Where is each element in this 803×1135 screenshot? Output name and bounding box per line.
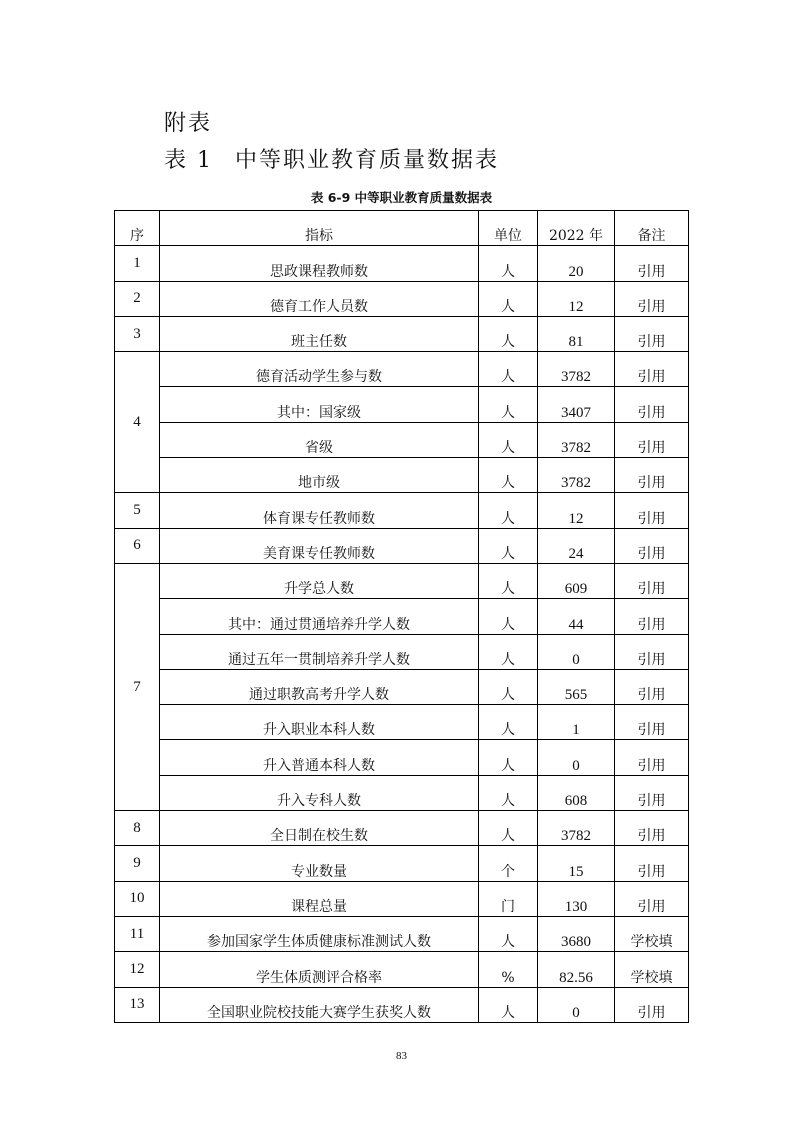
row-note: 引用 (615, 246, 689, 281)
table-row (115, 846, 689, 881)
row-unit: 人 (479, 599, 538, 634)
row-unit: 人 (479, 634, 538, 669)
row-seq: 3 (115, 316, 160, 351)
table-row (115, 563, 689, 598)
table-row (115, 952, 689, 987)
row-value: 3407 (538, 387, 615, 422)
row-indicator: 参加国家学生体质健康标准测试人数 (160, 916, 479, 951)
row-unit: 人 (479, 352, 538, 387)
row-note: 引用 (615, 458, 689, 493)
row-seq: 1 (115, 246, 160, 281)
row-unit: 人 (479, 740, 538, 775)
row-note: 引用 (615, 740, 689, 775)
row-indicator: 其中：通过贯通培养升学人数 (160, 599, 479, 634)
row-note: 引用 (615, 987, 689, 1022)
row-value: 3782 (538, 422, 615, 457)
row-value: 0 (538, 987, 615, 1022)
row-unit: 人 (479, 316, 538, 351)
row-seq: 9 (115, 846, 160, 881)
table-title-text: 中等职业教育质量数据表 (235, 148, 500, 173)
table-row (115, 493, 689, 528)
row-indicator: 升入专科人数 (160, 775, 479, 810)
row-value: 3680 (538, 916, 615, 951)
row-indicator: 升学总人数 (160, 563, 479, 598)
row-value: 609 (538, 563, 615, 598)
table-row (115, 281, 689, 316)
row-indicator: 体育课专任教师数 (160, 493, 479, 528)
table-row (115, 881, 689, 916)
row-value: 1 (538, 705, 615, 740)
row-seq: 5 (115, 493, 160, 528)
table-row (115, 987, 689, 1022)
table-row (115, 669, 689, 704)
header-year: 2022 年 (538, 211, 615, 246)
row-indicator: 思政课程教师数 (160, 246, 479, 281)
row-value: 565 (538, 669, 615, 704)
table-row (115, 458, 689, 493)
quality-data-table (114, 210, 689, 1023)
row-unit: 人 (479, 669, 538, 704)
row-unit: 人 (479, 246, 538, 281)
table-number: 表 1 (164, 148, 213, 173)
header-seq: 序 (115, 211, 160, 246)
row-indicator: 升入职业本科人数 (160, 705, 479, 740)
row-value: 12 (538, 493, 615, 528)
row-unit: 人 (479, 811, 538, 846)
table-row (115, 634, 689, 669)
row-indicator: 学生体质测评合格率 (160, 952, 479, 987)
header-note: 备注 (615, 211, 689, 246)
row-value: 3782 (538, 458, 615, 493)
row-unit: 人 (479, 987, 538, 1022)
row-value: 15 (538, 846, 615, 881)
row-indicator: 通过职教高考升学人数 (160, 669, 479, 704)
row-value: 0 (538, 740, 615, 775)
row-value: 82.56 (538, 952, 615, 987)
row-unit: 人 (479, 458, 538, 493)
page-number: 83 (396, 1050, 407, 1062)
row-note: 引用 (615, 281, 689, 316)
row-note: 引用 (615, 528, 689, 563)
row-indicator: 美育课专任教师数 (160, 528, 479, 563)
row-seq: 8 (115, 811, 160, 846)
row-unit: 人 (479, 563, 538, 598)
row-indicator: 省级 (160, 422, 479, 457)
table-caption: 表 6-9 中等职业教育质量数据表 (310, 190, 493, 205)
row-value: 44 (538, 599, 615, 634)
row-note: 引用 (615, 387, 689, 422)
table-row (115, 599, 689, 634)
table-row (115, 916, 689, 951)
row-note: 引用 (615, 669, 689, 704)
row-unit: 个 (479, 846, 538, 881)
row-note: 引用 (615, 634, 689, 669)
row-unit: 人 (479, 775, 538, 810)
row-indicator: 德育活动学生参与数 (160, 352, 479, 387)
row-seq: 12 (115, 952, 160, 987)
row-seq: 2 (115, 281, 160, 316)
row-note: 引用 (615, 705, 689, 740)
row-seq: 11 (115, 916, 160, 951)
row-value: 24 (538, 528, 615, 563)
row-note: 引用 (615, 775, 689, 810)
row-unit: 人 (479, 281, 538, 316)
row-indicator: 升入普通本科人数 (160, 740, 479, 775)
row-value: 3782 (538, 352, 615, 387)
row-seq: 10 (115, 881, 160, 916)
header-indicator: 指标 (160, 211, 479, 246)
row-seq: 7 (115, 563, 160, 810)
row-note: 引用 (615, 493, 689, 528)
row-unit: 人 (479, 916, 538, 951)
document-title (164, 143, 499, 174)
row-indicator: 其中：国家级 (160, 387, 479, 422)
row-note: 引用 (615, 316, 689, 351)
header-unit: 单位 (479, 211, 538, 246)
row-note: 引用 (615, 846, 689, 881)
header-row (115, 211, 689, 246)
row-seq: 13 (115, 987, 160, 1022)
row-indicator: 课程总量 (160, 881, 479, 916)
table-row (115, 387, 689, 422)
row-value: 608 (538, 775, 615, 810)
row-indicator: 地市级 (160, 458, 479, 493)
row-unit: 人 (479, 705, 538, 740)
row-unit: % (479, 952, 538, 987)
row-unit: 人 (479, 493, 538, 528)
table-body (115, 246, 689, 1023)
table-row (115, 811, 689, 846)
row-note: 学校填 (615, 916, 689, 951)
table-row (115, 775, 689, 810)
row-indicator: 全日制在校生数 (160, 811, 479, 846)
table-row (115, 316, 689, 351)
row-unit: 人 (479, 422, 538, 457)
row-value: 3782 (538, 811, 615, 846)
table-row (115, 740, 689, 775)
row-value: 0 (538, 634, 615, 669)
row-value: 81 (538, 316, 615, 351)
row-value: 20 (538, 246, 615, 281)
table-row (115, 352, 689, 387)
row-indicator: 德育工作人员数 (160, 281, 479, 316)
table-row (115, 422, 689, 457)
row-note: 学校填 (615, 952, 689, 987)
table-row (115, 705, 689, 740)
row-indicator: 专业数量 (160, 846, 479, 881)
row-value: 130 (538, 881, 615, 916)
row-note: 引用 (615, 881, 689, 916)
row-seq: 4 (115, 352, 160, 493)
row-value: 12 (538, 281, 615, 316)
table-row (115, 246, 689, 281)
row-note: 引用 (615, 352, 689, 387)
row-note: 引用 (615, 422, 689, 457)
row-note: 引用 (615, 563, 689, 598)
row-seq: 6 (115, 528, 160, 563)
row-note: 引用 (615, 811, 689, 846)
row-unit: 门 (479, 881, 538, 916)
row-indicator: 通过五年一贯制培养升学人数 (160, 634, 479, 669)
row-indicator: 全国职业院校技能大赛学生获奖人数 (160, 987, 479, 1022)
table-row (115, 528, 689, 563)
row-unit: 人 (479, 528, 538, 563)
appendix-title: 附表 (164, 111, 213, 136)
row-note: 引用 (615, 599, 689, 634)
row-indicator: 班主任数 (160, 316, 479, 351)
row-unit: 人 (479, 387, 538, 422)
